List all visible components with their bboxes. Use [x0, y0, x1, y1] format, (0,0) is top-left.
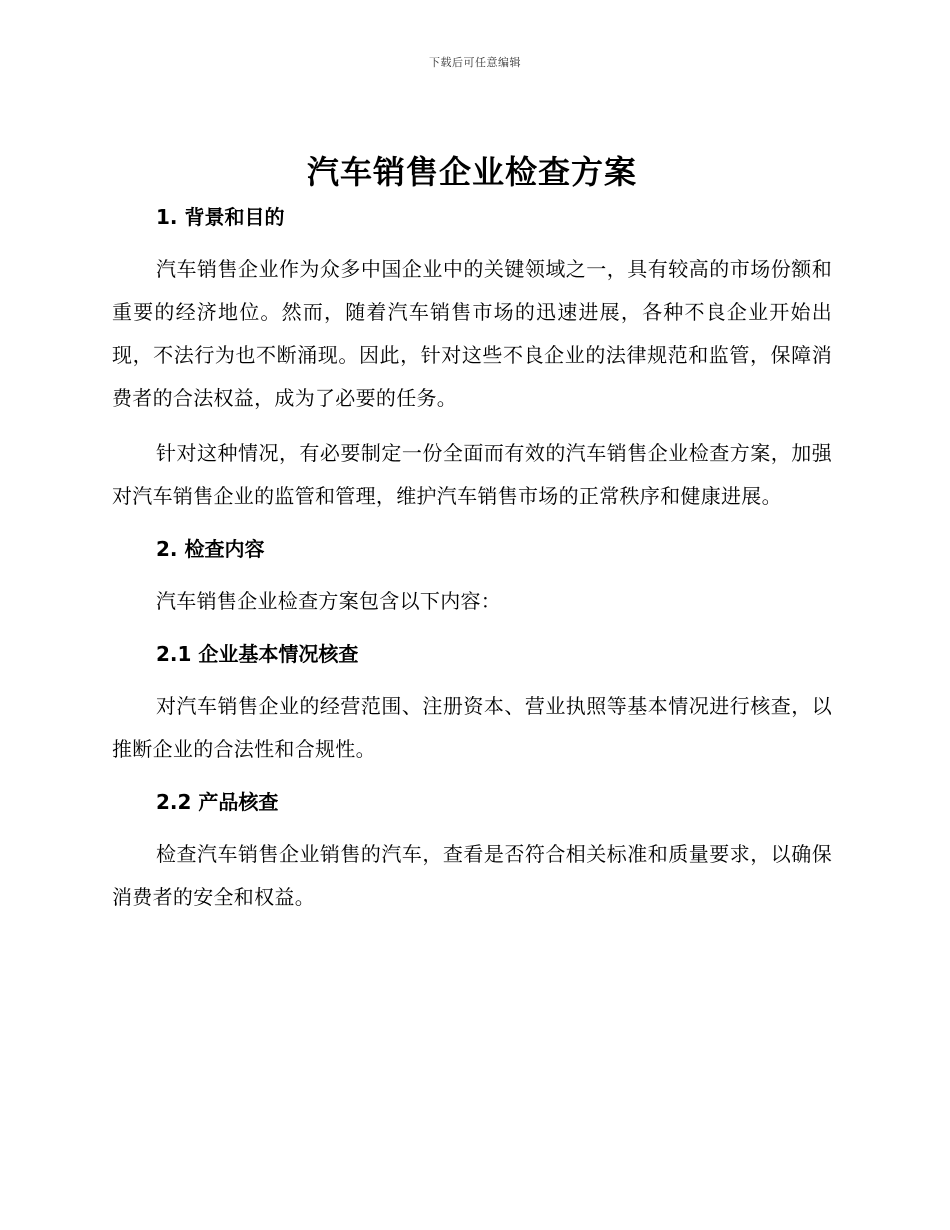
- header-note: 下载后可任意编辑: [429, 56, 521, 69]
- section-heading-2-1: 2.1 企业基本情况核查: [156, 642, 359, 666]
- section-2-intro: 汽车销售企业检查方案包含以下内容：: [156, 589, 502, 613]
- document-title: 汽车销售企业检查方案: [306, 153, 637, 191]
- section-heading-2: 2. 检查内容: [156, 537, 265, 561]
- section-2-1-paragraph: 对汽车销售企业的经营范围、注册资本、营业执照等基本情况进行核查，以推断企业的合法性和合规性。: [112, 694, 832, 761]
- section-heading-1: 1. 背景和目的: [156, 205, 285, 229]
- section-heading-2-2: 2.2 产品核查: [156, 790, 279, 814]
- section-1-paragraph-2: 针对这种情况，有必要制定一份全面而有效的汽车销售企业检查方案，加强对汽车销售企业的监管和管理，维护汽车销售市场的正常秩序和健康进展。: [112, 441, 832, 508]
- section-1-paragraph-1: 汽车销售企业作为众多中国企业中的关键领域之一，具有较高的市场份额和重要的经济地位。然而，随着汽车销售市场的迅速进展，各种不良企业开始出现，不法行为也不断涌现。因此，针对这些不良企业的法律规范和监管，保障消费者的合法权益，成为了必要的任务。: [112, 257, 832, 410]
- section-2-2-paragraph: 检查汽车销售企业销售的汽车，查看是否符合相关标准和质量要求，以确保消费者的安全和权益。: [112, 842, 832, 909]
- document-body: [112, 148, 832, 919]
